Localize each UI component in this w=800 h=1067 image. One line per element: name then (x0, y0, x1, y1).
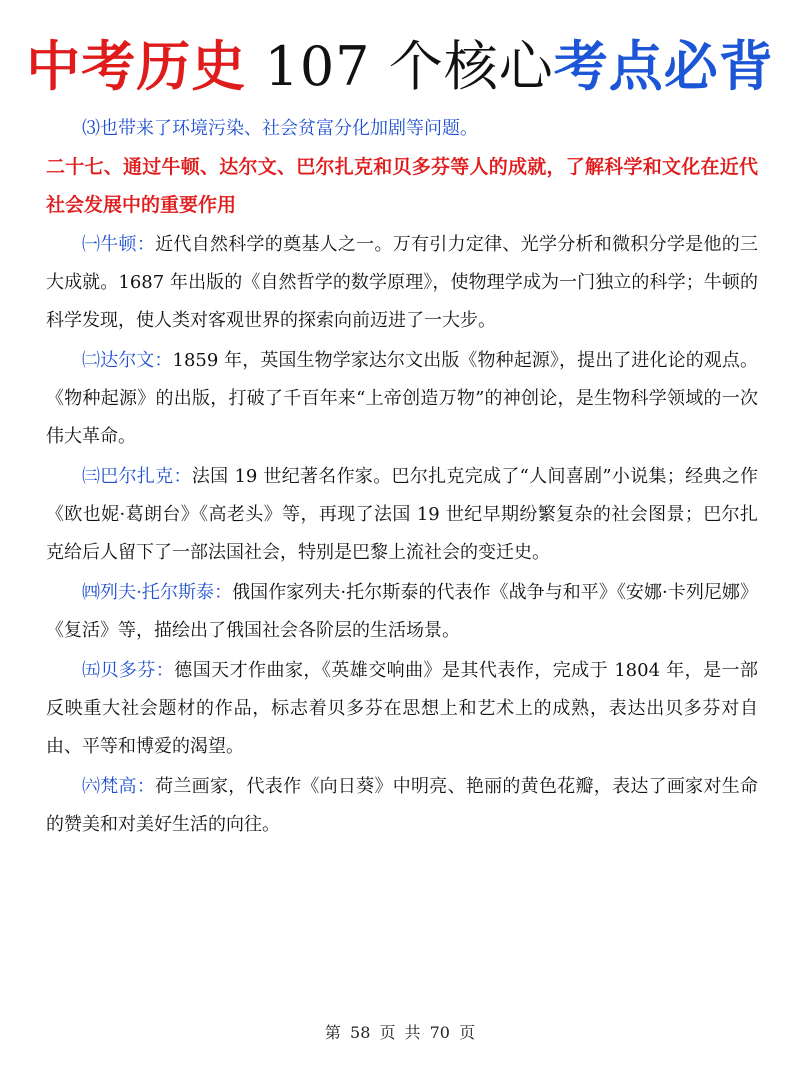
intro-line: ⑶也带来了环境污染、社会贫富分化加剧等问题。 (82, 118, 478, 139)
item-lead: ㈤贝多芬： (82, 660, 175, 681)
item-lead: ㈣列夫·托尔斯泰： (82, 582, 233, 603)
title-blue-part: 考点必背 (553, 34, 774, 98)
section-heading: 二十七、通过牛顿、达尔文、巴尔扎克和贝多芬等人的成就，了解科学和文化在近代社会发展中的重要作用 (46, 156, 758, 216)
item-balzac (46, 458, 758, 572)
title-black-part: 107 个核心 (246, 35, 554, 98)
item-lead: ㈡达尔文： (82, 350, 173, 371)
item-beethoven (46, 652, 758, 766)
item-text: 法国 19 世纪著名作家。巴尔扎克完成了“人间喜剧”小说集；经典之作《欧也妮·葛朗台》《高老头》等，再现了法国 19 世纪早期纷繁复杂的社会图景；巴尔扎克给后人留下了一部法国社会，特别是巴黎上流社会的变迁史。 (46, 466, 759, 563)
page-title (0, 26, 800, 107)
document-body (46, 110, 758, 844)
item-van-gogh (46, 768, 758, 844)
item-tolstoy (46, 574, 758, 650)
item-text: 1859 年，英国生物学家达尔文出版《物种起源》，提出了进化论的观点。《物种起源》的出版，打破了千百年来“上帝创造万物”的神创论，是生物科学领域的一次伟大革命。 (46, 350, 759, 447)
item-text: 俄国作家列夫·托尔斯泰的代表作《战争与和平》《安娜·卡列尼娜》《复活》等，描绘出了俄国社会各阶层的生活场景。 (46, 582, 758, 641)
item-text: 荷兰画家，代表作《向日葵》中明亮、艳丽的黄色花瓣，表达了画家对生命的赞美和对美好生活的向往。 (46, 776, 759, 835)
item-newton (46, 226, 758, 340)
item-lead: ㈠牛顿： (82, 234, 156, 255)
title-red-part: 中考历史 (26, 34, 247, 98)
item-lead: ㈢巴尔扎克： (82, 466, 192, 487)
item-text: 德国天才作曲家，《英雄交响曲》是其代表作，完成于 1804 年，是一部反映重大社会题材的作品，标志着贝多芬在思想上和艺术上的成熟，表达出贝多芬对自由、平等和博爱的渴望。 (46, 660, 758, 757)
item-text: 近代自然科学的奠基人之一。万有引力定律、光学分析和微积分学是他的三大成就。1687 年出版的《自然哲学的数学原理》，使物理学成为一门独立的科学；牛顿的科学发现，使人类对客观世界的探索向前迈进了一大步。 (46, 234, 759, 331)
item-lead: ㈥梵高： (82, 776, 156, 797)
page-number: 第 58 页 共 70 页 (324, 1023, 476, 1042)
item-darwin (46, 342, 758, 456)
